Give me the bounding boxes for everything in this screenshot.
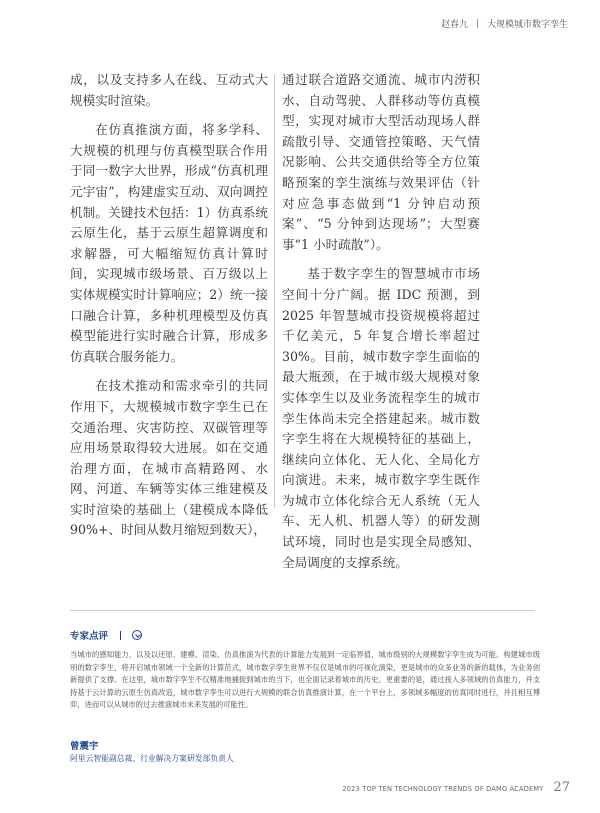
expert-comment-title: 专家点评 xyxy=(70,631,109,642)
left-paragraph-3: 在技术推动和需求牵引的共同作用下，大规模城市数字孪生已在交通治理、灾害防控、双碳管理等应用场景取得较大进展。如在交通治理方面，在城市高精路网、水网、河道、车辆等实体三维建模及实时渲染的基础上（建模成本降低 90%+、时间从数月缩短到数天）， xyxy=(70,378,268,538)
left-paragraph-1: 成，以及支持多人在线、互动式大规模实时渲染。 xyxy=(70,72,268,108)
expert-comment-heading xyxy=(70,628,142,642)
right-column xyxy=(282,70,480,582)
page-footer xyxy=(342,780,570,795)
right-paragraph-1: 通过联合道路交通流、城市内涝积水、自动驾驶、人群移动等仿真模型，实现对城市大型活动现场人群疏散引导、交通管控策略、天气情况影响、公共交通供给等全方位策略预案的孪生演练与效果评估（针对应急事态做到“1 分钟启动预案”、“5 分钟到达现场”；大型赛事“1 小时疏散”）。 xyxy=(282,72,480,252)
header-divider xyxy=(477,19,478,28)
expert-comment-text: 当城市的感知能力，以及以还原、建模、渲染、仿真推演为代表的计算能力发展到一定临界值，城市级别的大规模数字孪生成为可能。构建城市级别的数字孪生，将开启城市领域一个全新的计算范式，城市数字孪生世界不仅仅是城市的可视化演染，更是城市的众多业务的新的载体，为业务创新提供了支撑。在这里，城市数字孪生不仅精准地捕捉到城市的当下，也全面记录着城市的历史。更重要的是，通过接入多领域的仿真能力，并支持基于云计算的云原生仿真改造，城市数字孪生可以进行大规模的联合仿真推演计算，在一个平台上，多领域多幅度的仿真同时进行，并且相互博弈，进而可以从城市的过去推演城市未来发展的可能性。 xyxy=(70,650,540,710)
expert-name: 曾震宇 xyxy=(70,741,99,752)
left-paragraph-2: 在仿真推演方面，将多学科、大规模的机理与仿真模型联合作用于同一数字大世界，形成“仿真机理元宇宙”，构建虚实互动、双向调控机制。关键技术包括：1）仿真系统云原生化，基于云原生超算调度和求解器，可大幅缩短仿真计算时间，实现城市级场景、百万级以上实体规模实时计算响应；2）统一接口融合计算，多种机理模型及仿真模型能进行实时融合计算，形成多仿真联合服务能力。 xyxy=(70,122,268,364)
expert-section-divider xyxy=(70,610,535,611)
column-divider xyxy=(274,74,275,508)
page-number: 27 xyxy=(553,780,570,795)
running-header xyxy=(441,17,568,30)
right-paragraph-2: 基于数字孪生的智慧城市市场空间十分广阔。据 IDC 预测，到 2025 年智慧城市投资规模将超过千亿美元，5 年复合增长率超过 30%。目前，城市数字孪生面临的最大瓶颈，在于城市级大规模对象实体孪生以及业务流程孪生的城市孪生体尚未完全搭建起来。城市数字孪生将在大规模特征的基础上，继续向立体化、无人化、全局化方向演进。未来，城市数字孪生既作为城市立体化综合无人系统（无人车、无人机、机器人等）的研发测试环境，同时也是实现全局感知、全局调度的支撑系统。 xyxy=(282,266,480,570)
footer-text: 2023 TOP TEN TECHNOLOGY TRENDS OF DAMO ACADEMY xyxy=(342,785,544,793)
header-author: 赵春九 xyxy=(440,20,468,30)
left-column xyxy=(70,70,268,550)
expert-role: 阿里云智能副总裁、行业解决方案研发部负责人 xyxy=(70,754,234,763)
chevron-down-circle-icon[interactable] xyxy=(132,630,142,640)
header-section: 大规模城市数字孪生 xyxy=(486,20,568,30)
heading-divider xyxy=(120,631,121,640)
